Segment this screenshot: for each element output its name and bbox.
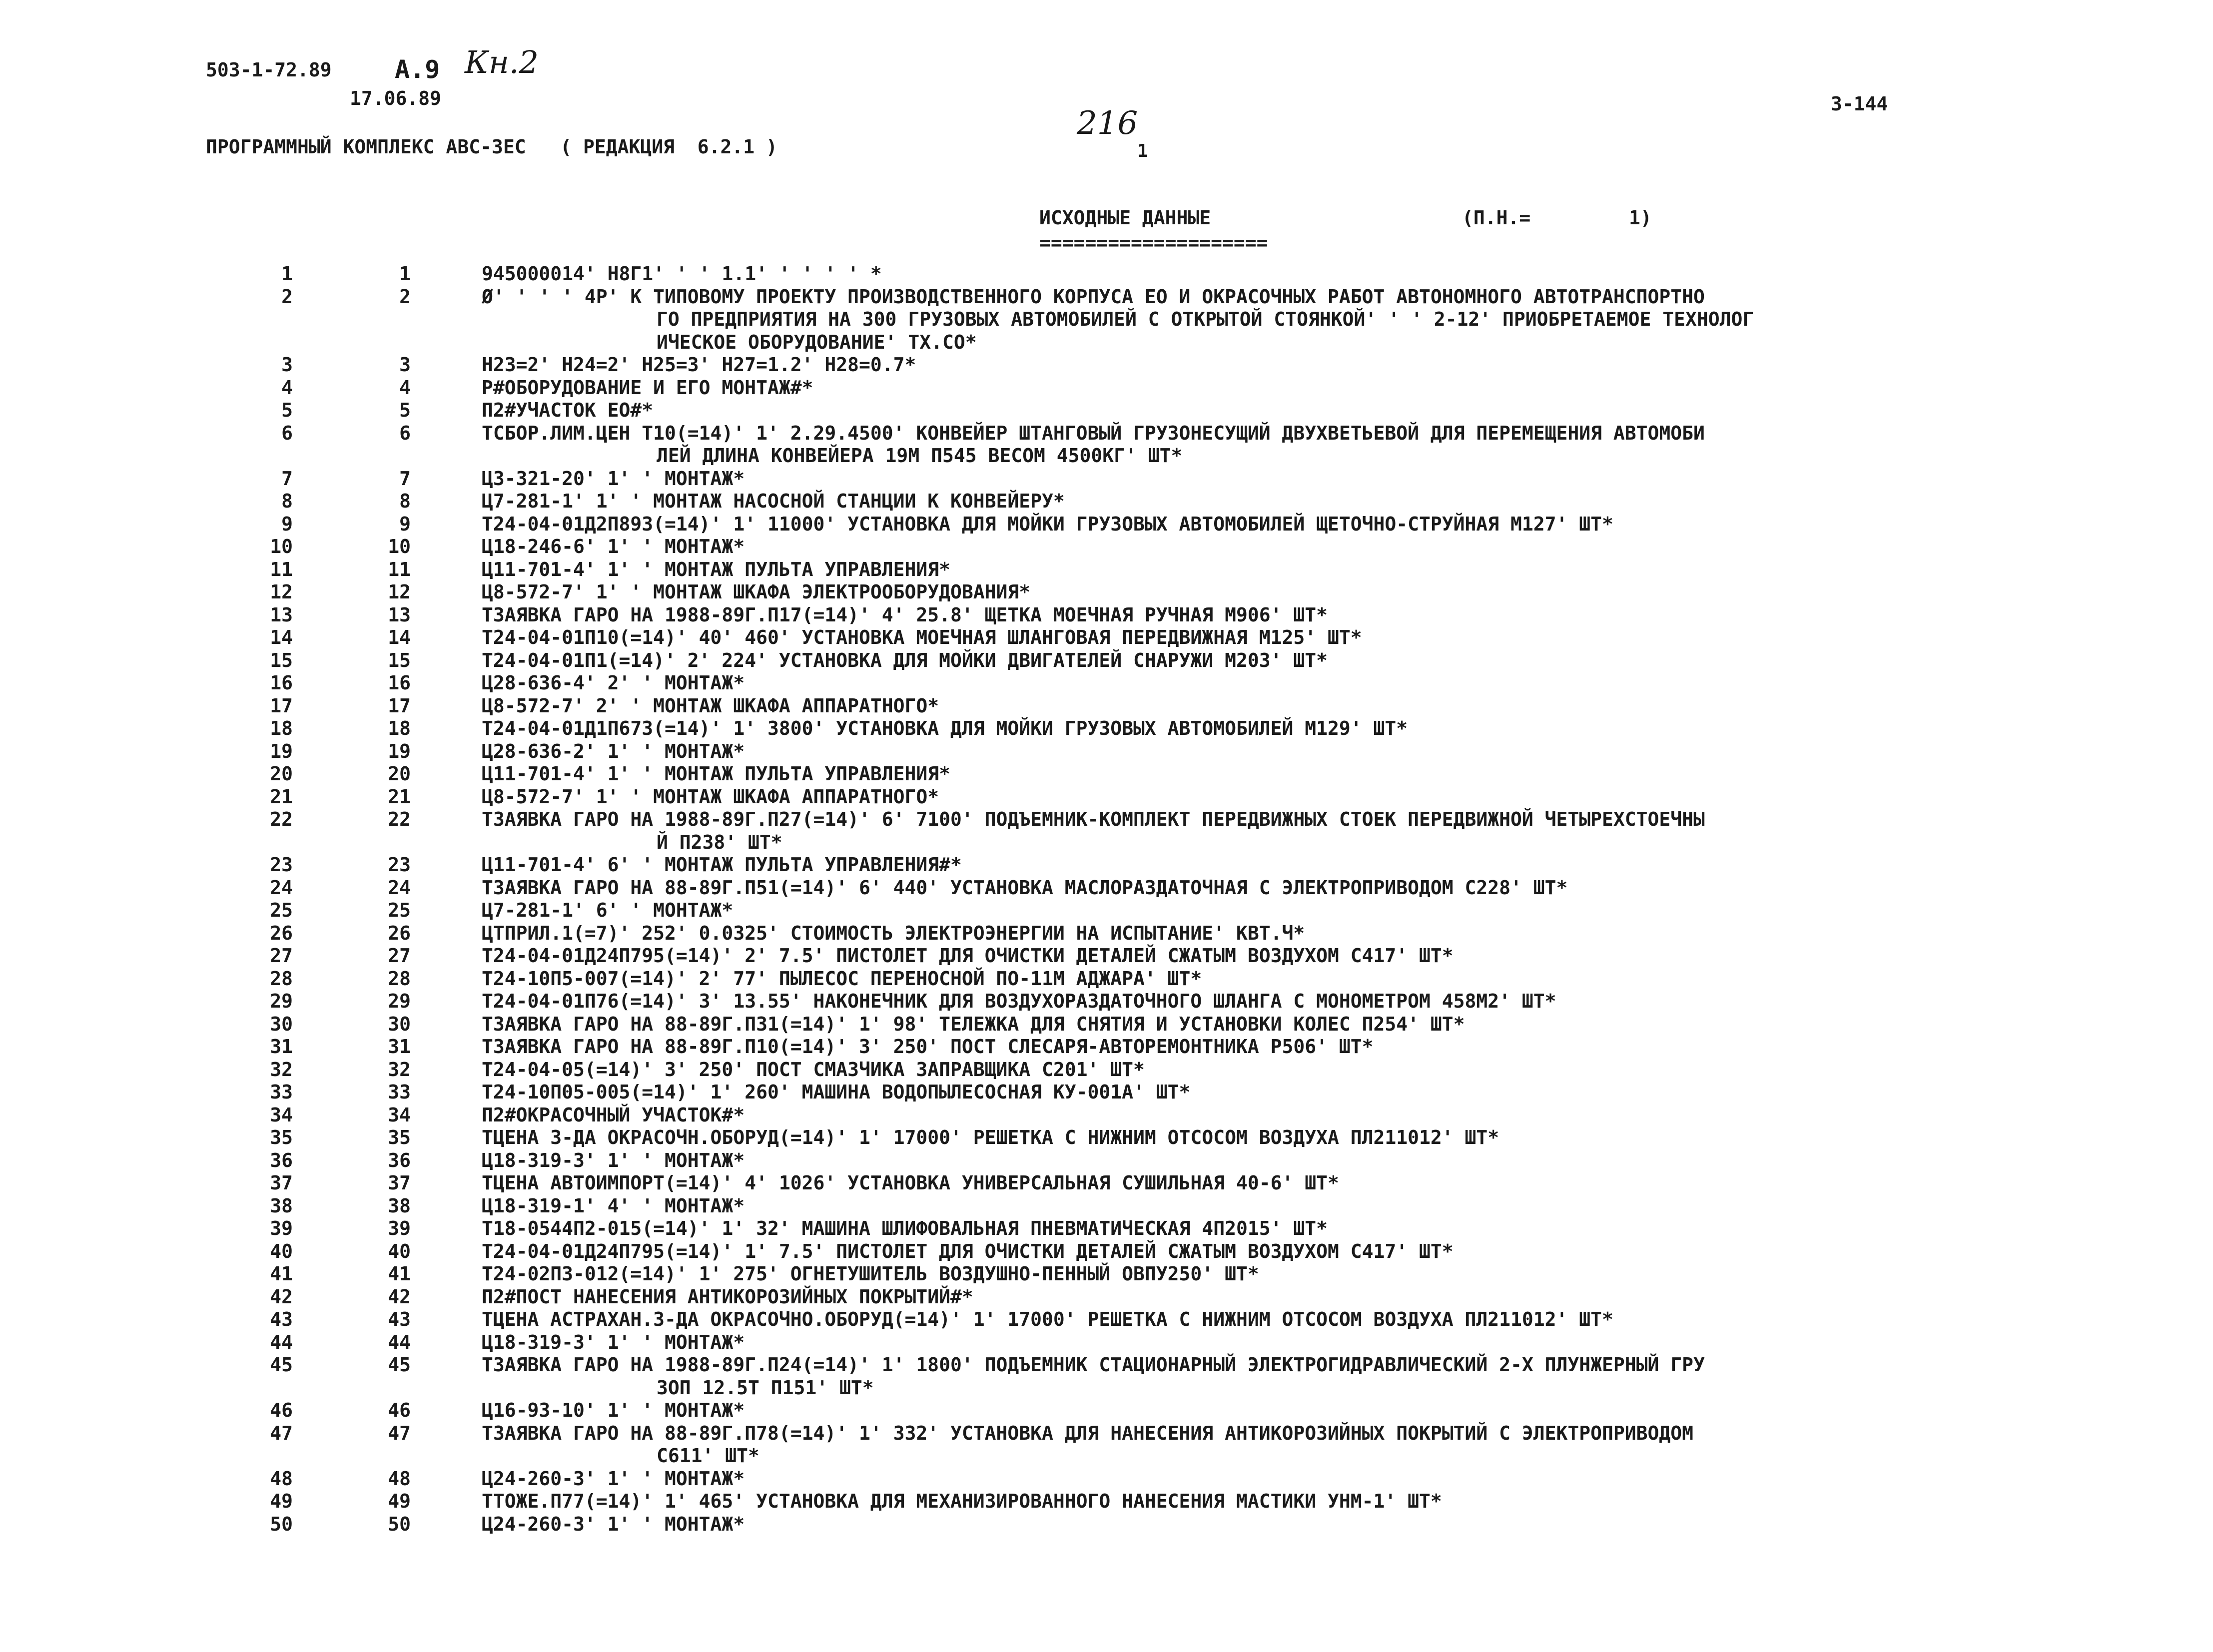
record-text <box>482 649 2031 672</box>
record-text <box>482 1126 2031 1149</box>
row-number: 40 <box>270 1240 293 1262</box>
record-continuation-line: ГО ПРЕДПРИЯТИЯ НА 300 ГРУЗОВЫХ АВТОМОБИЛЕЙ С ОТКРЫТОЙ СТОЯНКОЙ' ' ' 2-12' ПРИОБРЕТАЕМОЕ ТЕХНОЛОГ <box>657 308 1754 330</box>
row-number: 36 <box>270 1149 293 1171</box>
table-row <box>0 1354 2213 1399</box>
record-text <box>482 945 2031 968</box>
document-date: 17.06.89 <box>350 87 442 109</box>
row-number: 42 <box>270 1285 293 1308</box>
record-text <box>482 558 2031 581</box>
record-number: 30 <box>388 1013 411 1035</box>
record-line: Т18-0544П2-015(=14)' 1' 32' МАШИНА ШЛИФОВАЛЬНАЯ ПНЕВМАТИЧЕСКАЯ 4П2015' ШТ* <box>482 1217 1328 1239</box>
row-number: 44 <box>270 1331 293 1353</box>
record-continuation-line: Й П238' ШТ* <box>657 831 782 853</box>
record-text <box>482 286 2031 354</box>
record-line: Ц8-572-7' 1' ' МОНТАЖ ШКАФА АППАРАТНОГО* <box>482 785 939 808</box>
record-number: 7 <box>399 467 411 490</box>
record-line: ТЦЕНА АСТРАХАН.3-ДА ОКРАСОЧНО.ОБОРУД(=14)' 1' 17000' РЕШЕТКА С НИЖНИМ ОТСОСОМ ВОЗДУХА ПЛ211012' ШТ* <box>482 1308 1613 1330</box>
table-row <box>0 1422 2213 1468</box>
record-number: 13 <box>388 603 411 626</box>
record-number: 12 <box>388 581 411 603</box>
table-row <box>0 877 2213 900</box>
table-row <box>0 1013 2213 1036</box>
record-number: 45 <box>388 1354 411 1376</box>
record-text <box>482 604 2031 627</box>
record-number: 26 <box>388 922 411 944</box>
handwritten-page-number: 216 <box>1077 105 1138 142</box>
row-number: 13 <box>270 603 293 626</box>
pn-value: 1) <box>1629 207 1652 229</box>
record-number: 34 <box>388 1103 411 1126</box>
row-number: 21 <box>270 785 293 808</box>
table-row <box>0 717 2213 740</box>
record-text <box>482 808 2031 854</box>
sheet-number: 3-144 <box>1831 93 1888 115</box>
record-number: 46 <box>388 1399 411 1421</box>
record-number: 4 <box>399 376 411 399</box>
record-continuation-line: ИЧЕСКОЕ ОБОРУДОВАНИЕ' ТХ.СО* <box>657 331 977 353</box>
table-row <box>0 422 2213 468</box>
row-number: 11 <box>270 558 293 580</box>
table-row <box>0 1149 2213 1172</box>
record-text <box>482 1081 2031 1104</box>
record-line: Ц7-281-1' 6' ' МОНТАЖ* <box>482 899 734 921</box>
table-row <box>0 1490 2213 1513</box>
table-row <box>0 604 2213 627</box>
record-number: 10 <box>388 536 411 557</box>
record-line: Т24-04-01П76(=14)' 3' 13.55' НАКОНЕЧНИК ДЛЯ ВОЗДУХОРАЗДАТОЧНОГО ШЛАНГА С МОНОМЕТРОМ 458М2' ШТ* <box>482 990 1556 1012</box>
table-row <box>0 945 2213 968</box>
record-text <box>482 422 2031 468</box>
row-number: 22 <box>270 808 293 830</box>
record-line: Т24-02П3-012(=14)' 1' 275' ОГНЕТУШИТЕЛЬ ВОЗДУШНО-ПЕННЫЙ ОВПУ250' ШТ* <box>482 1263 1259 1285</box>
table-row <box>0 1217 2213 1240</box>
record-text <box>482 513 2031 536</box>
record-text <box>482 1240 2031 1263</box>
table-row <box>0 968 2213 991</box>
record-text <box>482 263 2031 286</box>
record-line: Т24-04-01Д2П893(=14)' 1' 11000' УСТАНОВКА ДЛЯ МОЙКИ ГРУЗОВЫХ АВТОМОБИЛЕЙ ЩЕТОЧНО-СТРУЙНАЯ М127' ШТ* <box>482 513 1613 535</box>
record-text <box>482 1263 2031 1286</box>
record-line: П2#ПОСТ НАНЕСЕНИЯ АНТИКОРОЗИЙНЫХ ПОКРЫТИЙ#* <box>482 1285 973 1308</box>
record-number: 25 <box>388 899 411 921</box>
row-number: 16 <box>270 672 293 694</box>
record-number: 48 <box>388 1467 411 1490</box>
record-text <box>482 1059 2031 1082</box>
record-text <box>482 399 2031 422</box>
page-title: ИСХОДНЫЕ ДАННЫЕ <box>1039 207 1211 229</box>
table-row <box>0 1126 2213 1149</box>
record-text <box>482 1104 2031 1127</box>
record-line: ТЗАЯВКА ГАРО НА 88-89Г.П78(=14)' 1' 332' УСТАНОВКА ДЛЯ НАНЕСЕНИЯ АНТИКОРОЗИЙНЫХ ПОКРЫТИЙ С ЭЛЕКТРОПРИВОДОМ <box>482 1422 1694 1444</box>
record-text <box>482 786 2031 809</box>
row-number: 12 <box>270 581 293 603</box>
record-number: 2 <box>399 285 411 308</box>
table-row <box>0 1468 2213 1491</box>
record-text <box>482 877 2031 900</box>
row-number: 20 <box>270 763 293 785</box>
row-number: 45 <box>270 1354 293 1376</box>
record-continuation-line: ЛЕЙ ДЛИНА КОНВЕЙЕРА 19М П545 ВЕСОМ 4500КГ' ШТ* <box>657 445 1183 467</box>
record-text <box>482 1286 2031 1309</box>
table-row <box>0 1195 2213 1218</box>
record-number: 20 <box>388 763 411 785</box>
table-row <box>0 1036 2213 1059</box>
record-number: 35 <box>388 1126 411 1148</box>
table-row <box>0 1513 2213 1536</box>
table-row <box>0 558 2213 581</box>
page-subnumber: 1 <box>1137 141 1148 161</box>
record-line: Ц18-319-3' 1' ' МОНТАЖ* <box>482 1331 745 1353</box>
row-number: 38 <box>270 1194 293 1217</box>
record-line: Ц28-636-4' 2' ' МОНТАЖ* <box>482 672 745 694</box>
record-text <box>482 1331 2031 1354</box>
row-number: 25 <box>270 899 293 921</box>
record-number: 47 <box>388 1422 411 1444</box>
data-listing <box>0 263 2213 1536</box>
record-number: 39 <box>388 1217 411 1239</box>
record-number: 19 <box>388 740 411 762</box>
record-number: 17 <box>388 694 411 717</box>
record-continuation-line: ЗОП 12.5Т П151' ШТ* <box>657 1376 874 1399</box>
record-number: 23 <box>388 854 411 876</box>
record-text <box>482 672 2031 695</box>
row-number: 49 <box>270 1490 293 1512</box>
record-text <box>482 899 2031 922</box>
record-text <box>482 854 2031 877</box>
row-number: 3 <box>281 354 293 376</box>
row-number: 41 <box>270 1263 293 1285</box>
table-row <box>0 740 2213 763</box>
table-row <box>0 354 2213 377</box>
row-number: 4 <box>281 376 293 399</box>
record-line: Т24-04-01П10(=14)' 40' 460' УСТАНОВКА МОЕЧНАЯ ШЛАНГОВАЯ ПЕРЕДВИЖНАЯ М125' ШТ* <box>482 626 1362 648</box>
table-row <box>0 854 2213 877</box>
table-row <box>0 536 2213 558</box>
table-row <box>0 1240 2213 1263</box>
record-line: Ц24-260-3' 1' ' МОНТАЖ* <box>482 1467 745 1490</box>
record-number: 29 <box>388 990 411 1012</box>
row-number: 34 <box>270 1103 293 1126</box>
record-line: Т24-10П05-005(=14)' 1' 260' МАШИНА ВОДОПЫЛЕСОСНАЯ КУ-001А' ШТ* <box>482 1081 1191 1103</box>
record-number: 27 <box>388 945 411 967</box>
record-line: ЦТПРИЛ.1(=7)' 252' 0.0325' СТОИМОСТЬ ЭЛЕКТРОЭНЕРГИИ НА ИСПЫТАНИЕ' КВТ.Ч* <box>482 922 1305 944</box>
record-number: 32 <box>388 1058 411 1081</box>
record-number: 43 <box>388 1308 411 1330</box>
record-text <box>482 1195 2031 1218</box>
row-number: 35 <box>270 1126 293 1148</box>
record-text <box>482 740 2031 763</box>
row-number: 50 <box>270 1513 293 1535</box>
record-line: Ц16-93-10' 1' ' МОНТАЖ* <box>482 1399 745 1421</box>
row-number: 14 <box>270 626 293 648</box>
record-line: ТЗАЯВКА ГАРО НА 1988-89Г.П17(=14)' 4' 25.8' ЩЕТКА МОЕЧНАЯ РУЧНАЯ М906' ШТ* <box>482 603 1328 626</box>
record-line: Т24-04-01Д24П795(=14)' 2' 7.5' ПИСТОЛЕТ ДЛЯ ОЧИСТКИ ДЕТАЛЕЙ СЖАТЫМ ВОЗДУХОМ С417' ШТ* <box>482 945 1454 967</box>
record-text <box>482 1013 2031 1036</box>
record-text <box>482 1308 2031 1331</box>
record-continuation-line: С611' ШТ* <box>657 1445 759 1467</box>
record-number: 36 <box>388 1149 411 1171</box>
record-line: Ц11-701-4' 1' ' МОНТАЖ ПУЛЬТА УПРАВЛЕНИЯ* <box>482 558 950 580</box>
table-row <box>0 763 2213 786</box>
record-line: ТЦЕНА 3-ДА ОКРАСОЧН.ОБОРУД(=14)' 1' 17000' РЕШЕТКА С НИЖНИМ ОТСОСОМ ВОЗДУХА ПЛ211012' ШТ* <box>482 1126 1499 1148</box>
record-text <box>482 1172 2031 1195</box>
record-line: ТТОЖЕ.П77(=14)' 1' 465' УСТАНОВКА ДЛЯ МЕХАНИЗИРОВАННОГО НАНЕСЕНИЯ МАСТИКИ УНМ-1' ШТ* <box>482 1490 1442 1512</box>
row-number: 17 <box>270 694 293 717</box>
table-row <box>0 513 2213 536</box>
record-number: 38 <box>388 1194 411 1217</box>
record-number: 9 <box>399 513 411 535</box>
table-row <box>0 899 2213 922</box>
record-text <box>482 922 2031 945</box>
row-number: 7 <box>281 467 293 490</box>
record-number: 42 <box>388 1285 411 1308</box>
album-number: А.9 <box>395 55 440 84</box>
document-code: 503-1-72.89 <box>206 59 332 81</box>
table-row <box>0 399 2213 422</box>
row-number: 6 <box>281 422 293 444</box>
record-line: ТЗАЯВКА ГАРО НА 1988-89Г.П24(=14)' 1' 1800' ПОДЪЕМНИК СТАЦИОНАРНЫЙ ЭЛЕКТРОГИДРАВЛИЧЕСКИЙ 2-Х ПЛУНЖЕРНЫЙ ГРУ <box>482 1354 1705 1376</box>
record-text <box>482 1217 2031 1240</box>
row-number: 2 <box>281 285 293 308</box>
handwritten-book-number: Кн.2 <box>465 44 539 80</box>
record-text <box>482 990 2031 1013</box>
row-number: 33 <box>270 1081 293 1103</box>
record-number: 33 <box>388 1081 411 1103</box>
row-number: 31 <box>270 1036 293 1058</box>
record-line: Ц11-701-4' 6' ' МОНТАЖ ПУЛЬТА УПРАВЛЕНИЯ#* <box>482 854 962 876</box>
record-number: 44 <box>388 1331 411 1353</box>
row-number: 32 <box>270 1058 293 1081</box>
record-line: ТЗАЯВКА ГАРО НА 1988-89Г.П27(=14)' 6' 7100' ПОДЪЕМНИК-КОМПЛЕКТ ПЕРЕДВИЖНЫХ СТОЕК ПЕРЕДВИЖНОЙ ЧЕТЫРЕХСТОЕЧНЫ <box>482 808 1705 830</box>
title-underline: ==================== <box>1039 232 1268 254</box>
record-number: 6 <box>399 422 411 444</box>
record-line: Ц18-319-3' 1' ' МОНТАЖ* <box>482 1149 745 1171</box>
record-number: 49 <box>388 1490 411 1512</box>
record-number: 41 <box>388 1263 411 1285</box>
record-line: Т24-04-01Д1П673(=14)' 1' 3800' УСТАНОВКА ДЛЯ МОЙКИ ГРУЗОВЫХ АВТОМОБИЛЕЙ М129' ШТ* <box>482 717 1408 739</box>
record-text <box>482 717 2031 740</box>
row-number: 23 <box>270 854 293 876</box>
record-number: 14 <box>388 626 411 648</box>
record-number: 18 <box>388 717 411 739</box>
record-text <box>482 695 2031 718</box>
table-row <box>0 1308 2213 1331</box>
row-number: 9 <box>281 513 293 535</box>
record-number: 31 <box>388 1036 411 1058</box>
record-text <box>482 1354 2031 1399</box>
record-number: 21 <box>388 785 411 808</box>
record-line: Ц3-321-20' 1' ' МОНТАЖ* <box>482 467 745 490</box>
record-text <box>482 626 2031 649</box>
row-number: 18 <box>270 717 293 739</box>
table-row <box>0 377 2213 400</box>
table-row <box>0 922 2213 945</box>
table-row <box>0 808 2213 854</box>
row-number: 46 <box>270 1399 293 1421</box>
record-line: Ц18-319-1' 4' ' МОНТАЖ* <box>482 1194 745 1217</box>
record-number: 1 <box>399 263 411 285</box>
table-row <box>0 1399 2213 1422</box>
row-number: 1 <box>281 263 293 285</box>
record-number: 11 <box>388 558 411 580</box>
record-number: 5 <box>399 399 411 421</box>
row-number: 28 <box>270 967 293 990</box>
record-line: Ц18-246-6' 1' ' МОНТАЖ* <box>482 536 745 557</box>
table-row <box>0 581 2213 604</box>
record-line: Р#ОБОРУДОВАНИЕ И ЕГО МОНТАЖ#* <box>482 376 813 399</box>
record-text <box>482 1468 2031 1491</box>
table-row <box>0 990 2213 1013</box>
program-title: ПРОГРАММНЫЙ КОМПЛЕКС АВС-3ЕС ( РЕДАКЦИЯ 6.2.1 ) <box>206 136 777 158</box>
row-number: 8 <box>281 490 293 512</box>
record-line: Ц7-281-1' 1' ' МОНТАЖ НАСОСНОЙ СТАНЦИИ К КОНВЕЙЕРУ* <box>482 490 1065 512</box>
pn-label: (П.Н.= <box>1462 207 1531 229</box>
record-number: 37 <box>388 1172 411 1194</box>
table-row <box>0 1331 2213 1354</box>
record-line: 945000014' Н8Г1' ' ' 1.1' ' ' ' ' * <box>482 263 882 285</box>
table-row <box>0 695 2213 718</box>
record-text <box>482 763 2031 786</box>
record-line: Ц11-701-4' 1' ' МОНТАЖ ПУЛЬТА УПРАВЛЕНИЯ* <box>482 763 950 785</box>
record-number: 3 <box>399 354 411 376</box>
record-line: Ц28-636-2' 1' ' МОНТАЖ* <box>482 740 745 762</box>
record-number: 24 <box>388 876 411 899</box>
record-number: 8 <box>399 490 411 512</box>
table-row <box>0 672 2213 695</box>
record-text <box>482 536 2031 558</box>
table-row <box>0 286 2213 354</box>
row-number: 24 <box>270 876 293 899</box>
table-row <box>0 468 2213 491</box>
record-line: П2#ОКРАСОЧНЫЙ УЧАСТОК#* <box>482 1103 745 1126</box>
record-number: 28 <box>388 967 411 990</box>
table-row <box>0 1172 2213 1195</box>
table-row <box>0 1081 2213 1104</box>
record-line: Т24-10П5-007(=14)' 2' 77' ПЫЛЕСОС ПЕРЕНОСНОЙ ПО-11М АДЖАРА' ШТ* <box>482 967 1202 990</box>
table-row <box>0 786 2213 809</box>
row-number: 5 <box>281 399 293 421</box>
record-number: 40 <box>388 1240 411 1262</box>
row-number: 15 <box>270 649 293 671</box>
record-line: П2#УЧАСТОК ЕО#* <box>482 399 654 421</box>
record-text <box>482 1036 2031 1059</box>
table-row <box>0 490 2213 513</box>
record-text <box>482 968 2031 991</box>
row-number: 47 <box>270 1422 293 1444</box>
record-number: 16 <box>388 672 411 694</box>
record-line: Ц8-572-7' 2' ' МОНТАЖ ШКАФА АППАРАТНОГО* <box>482 694 939 717</box>
record-line: Т24-04-05(=14)' 3' 250' ПОСТ СМАЗЧИКА ЗАПРАВЩИКА С201' ШТ* <box>482 1058 1145 1081</box>
record-line: Н23=2' Н24=2' Н25=3' Н27=1.2' Н28=0.7* <box>482 354 916 376</box>
record-text <box>482 377 2031 400</box>
record-line: ТСБОР.ЛИМ.ЦЕН Т10(=14)' 1' 2.29.4500' КОНВЕЙЕР ШТАНГОВЫЙ ГРУЗОНЕСУЩИЙ ДВУХВЕТЬЕВОЙ ДЛЯ ПЕРЕМЕЩЕНИЯ АВТОМОБИ <box>482 422 1705 444</box>
row-number: 27 <box>270 945 293 967</box>
row-number: 10 <box>270 536 293 557</box>
record-text <box>482 581 2031 604</box>
row-number: 37 <box>270 1172 293 1194</box>
record-line: Ц24-260-3' 1' ' МОНТАЖ* <box>482 1513 745 1535</box>
row-number: 26 <box>270 922 293 944</box>
record-text <box>482 468 2031 491</box>
record-line: ТЗАЯВКА ГАРО НА 88-89Г.П31(=14)' 1' 98' ТЕЛЕЖКА ДЛЯ СНЯТИЯ И УСТАНОВКИ КОЛЕС П254' ШТ* <box>482 1013 1465 1035</box>
record-number: 50 <box>388 1513 411 1535</box>
table-row <box>0 626 2213 649</box>
record-line: Т24-04-01Д24П795(=14)' 1' 7.5' ПИСТОЛЕТ ДЛЯ ОЧИСТКИ ДЕТАЛЕЙ СЖАТЫМ ВОЗДУХОМ С417' ШТ* <box>482 1240 1454 1262</box>
table-row <box>0 1286 2213 1309</box>
table-row <box>0 649 2213 672</box>
record-text <box>482 1422 2031 1468</box>
row-number: 43 <box>270 1308 293 1330</box>
row-number: 48 <box>270 1467 293 1490</box>
record-text <box>482 490 2031 513</box>
record-line: Ø' ' ' ' 4Р' К ТИПОВОМУ ПРОЕКТУ ПРОИЗВОДСТВЕННОГО КОРПУСА ЕО И ОКРАСОЧНЫХ РАБОТ АВТОНОМНОГО АВТОТРАНСПОРТНО <box>482 285 1705 308</box>
row-number: 30 <box>270 1013 293 1035</box>
record-text <box>482 1399 2031 1422</box>
record-line: ТЗАЯВКА ГАРО НА 88-89Г.П51(=14)' 6' 440' УСТАНОВКА МАСЛОРАЗДАТОЧНАЯ С ЭЛЕКТРОПРИВОДОМ С228' ШТ* <box>482 876 1568 899</box>
table-row <box>0 1104 2213 1127</box>
record-text <box>482 1490 2031 1513</box>
record-text <box>482 1513 2031 1536</box>
record-text <box>482 354 2031 377</box>
record-line: ТЗАЯВКА ГАРО НА 88-89Г.П10(=14)' 3' 250' ПОСТ СЛЕСАРЯ-АВТОРЕМОНТНИКА Р506' ШТ* <box>482 1036 1374 1058</box>
table-row <box>0 1059 2213 1082</box>
record-number: 22 <box>388 808 411 830</box>
table-row <box>0 263 2213 286</box>
row-number: 19 <box>270 740 293 762</box>
record-line: Т24-04-01П1(=14)' 2' 224' УСТАНОВКА ДЛЯ МОЙКИ ДВИГАТЕЛЕЙ СНАРУЖИ М203' ШТ* <box>482 649 1328 671</box>
row-number: 39 <box>270 1217 293 1239</box>
table-row <box>0 1263 2213 1286</box>
record-line: Ц8-572-7' 1' ' МОНТАЖ ШКАФА ЭЛЕКТРООБОРУДОВАНИЯ* <box>482 581 1031 603</box>
record-line: ТЦЕНА АВТОИМПОРТ(=14)' 4' 1026' УСТАНОВКА УНИВЕРСАЛЬНАЯ СУШИЛЬНАЯ 40-6' ШТ* <box>482 1172 1339 1194</box>
record-number: 15 <box>388 649 411 671</box>
row-number: 29 <box>270 990 293 1012</box>
record-text <box>482 1149 2031 1172</box>
